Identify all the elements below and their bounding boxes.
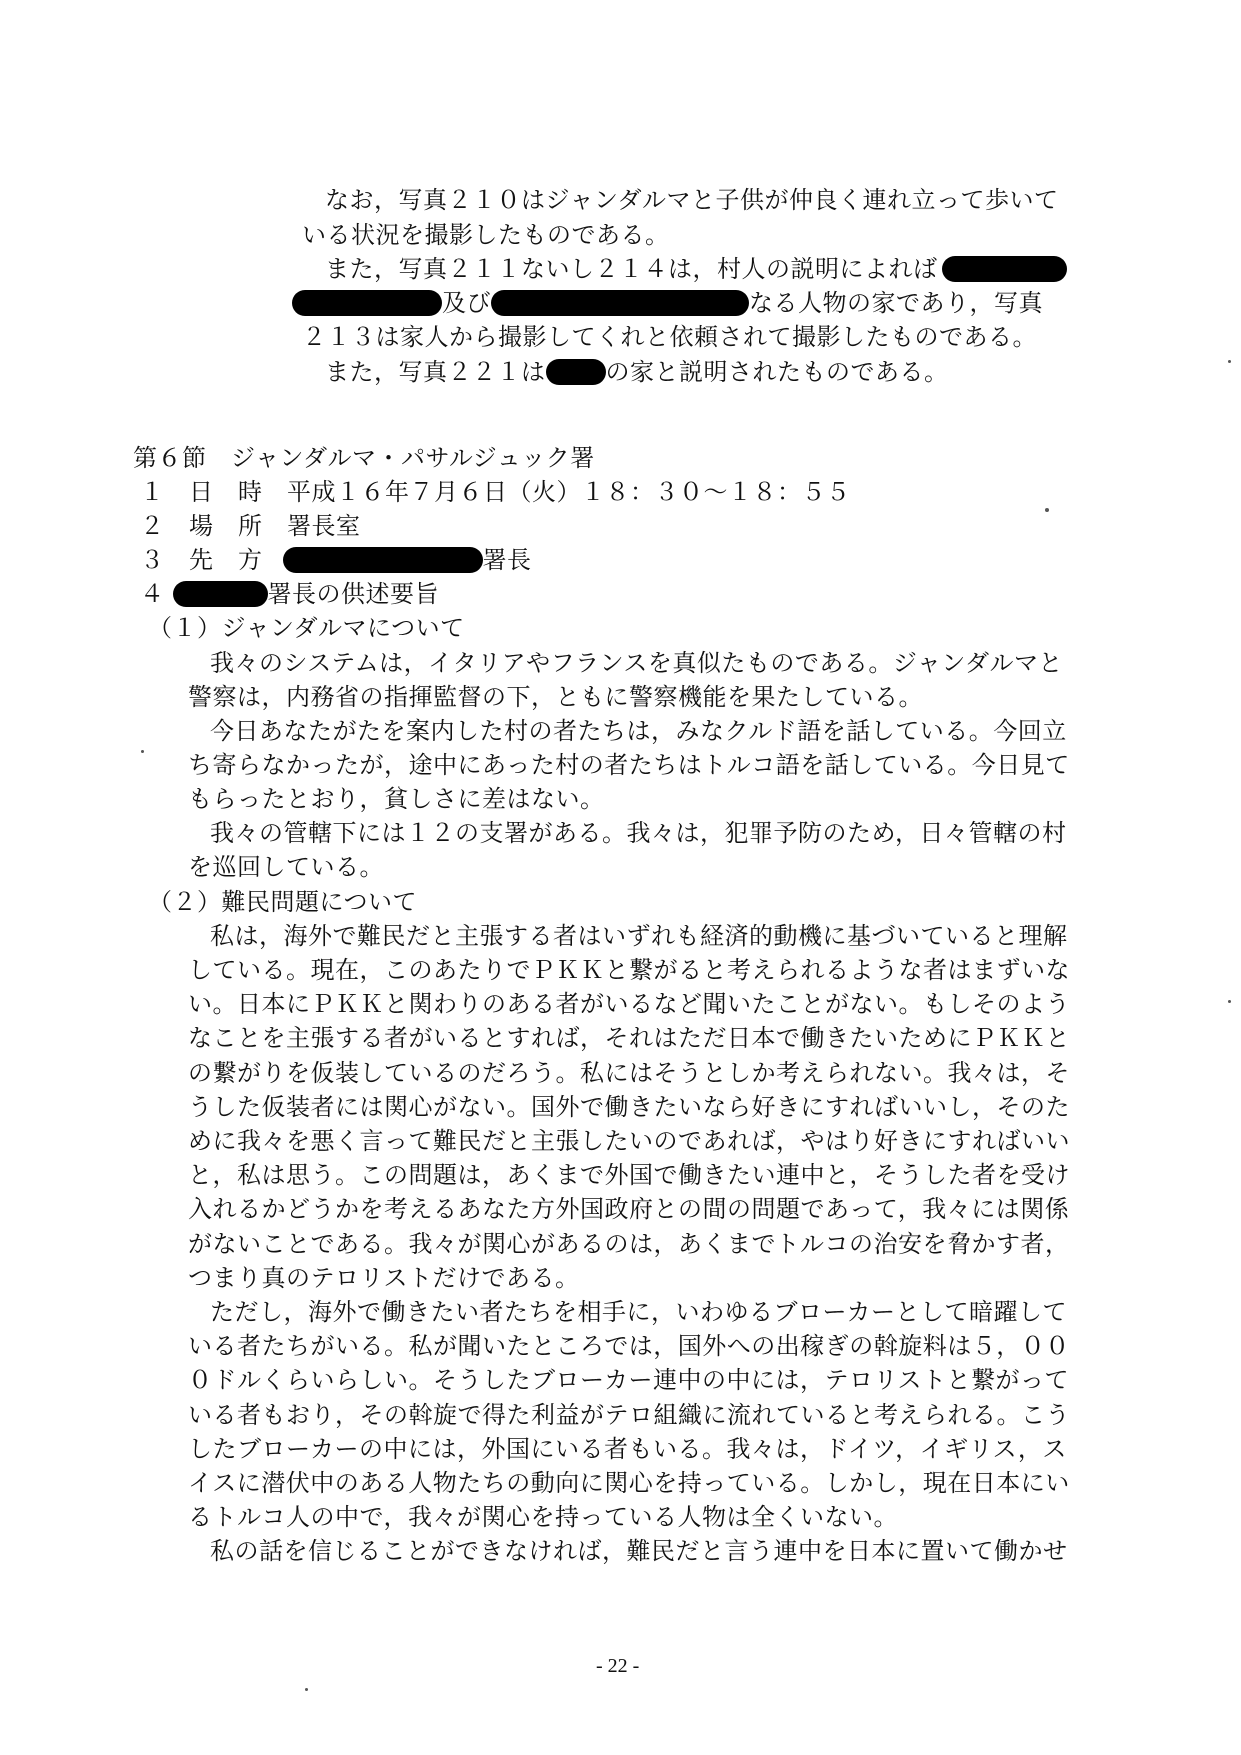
body-line: 入れるかどうかを考えるあなた方外国政府との間の問題であって，我々には関係 bbox=[188, 1195, 1070, 1223]
item-label: ３ 先 方 bbox=[140, 546, 263, 574]
body-line: がないことである。我々が関心があるのは，あくまでトルコの治安を脅かす者， bbox=[188, 1230, 1070, 1258]
redaction-bar bbox=[173, 581, 268, 607]
body-line bbox=[325, 355, 949, 389]
body-line: ０ドルくらいらしい。そうしたブローカー連中の中には，テロリストと繋がって bbox=[188, 1366, 1070, 1394]
body-line: い。日本にＰＫＫと関わりのある者がいるなど聞いたことがない。もしそのよう bbox=[188, 990, 1070, 1018]
body-line: ただし，海外で働きたい者たちを相手に，いわゆるブローカーとして暗躍して bbox=[210, 1298, 1068, 1326]
body-line: 私の話を信じることができなければ，難民だと言う連中を日本に置いて働かせ bbox=[210, 1537, 1068, 1565]
redaction-bar bbox=[546, 359, 606, 385]
redaction-bar bbox=[283, 547, 483, 573]
scan-speck bbox=[141, 750, 144, 753]
item-statement-heading bbox=[140, 577, 439, 611]
body-line: イスに潜伏中のある人物たちの動向に関心を持っている。しかし，現在日本にい bbox=[188, 1469, 1070, 1497]
item-datetime: １ 日 時 平成１６年７月６日（火）１８：３０～１８：５５ bbox=[140, 478, 851, 506]
body-line: の繋がりを仮装しているのだろう。私にはそうとしか考えられない。我々は，そ bbox=[188, 1059, 1070, 1087]
scan-speck bbox=[1228, 1000, 1231, 1003]
scan-speck bbox=[305, 1688, 308, 1691]
body-line: を巡回している。 bbox=[188, 853, 384, 881]
body-line: と，私は思う。この問題は，あくまで外国で働きたい連中と，そうした者を受け bbox=[188, 1161, 1070, 1189]
body-line: 今日あなたがたを案内した村の者たちは，みなクルド語を話している。今回立 bbox=[210, 717, 1067, 745]
body-text: また，写真２２１は bbox=[325, 358, 546, 386]
body-line: 我々のシステムは，イタリアやフランスを真似たものである。ジャンダルマと bbox=[210, 649, 1063, 677]
body-text: の家と説明されたものである。 bbox=[605, 358, 949, 386]
body-line: るトルコ人の中で，我々が関心を持っている人物は全くいない。 bbox=[188, 1503, 899, 1531]
section-heading: 第６節 ジャンダルマ・パサルジュック署 bbox=[133, 444, 595, 472]
scan-speck bbox=[1228, 360, 1231, 363]
subsection-heading: （１）ジャンダルマについて bbox=[148, 614, 465, 642]
scan-speck bbox=[1045, 508, 1049, 512]
body-line: うした仮装者には関心がない。国外で働きたいなら好きにすればいいし，そのた bbox=[188, 1093, 1070, 1121]
body-line: いる者たちがいる。私が聞いたところでは，国外への出稼ぎの斡旋料は５，００ bbox=[188, 1332, 1070, 1360]
body-line: もらったとおり，貧しさに差はない。 bbox=[188, 785, 605, 813]
body-line: している。現在，このあたりでＰＫＫと繋がると考えられるような者はまずいな bbox=[188, 956, 1070, 984]
item-text: 署長の供述要旨 bbox=[267, 580, 439, 608]
body-line: なお，写真２１０はジャンダルマと子供が仲良く連れ立って歩いて bbox=[325, 186, 1059, 214]
page-number: - 22 - bbox=[596, 1655, 640, 1677]
body-line bbox=[292, 286, 1043, 320]
body-line: つまり真のテロリストだけである。 bbox=[188, 1264, 580, 1292]
body-line: 我々の管轄下には１２の支署がある。我々は，犯罪予防のため，日々管轄の村 bbox=[210, 819, 1067, 847]
item-text: 署長 bbox=[482, 546, 532, 574]
body-line: 私は，海外で難民だと主張する者はいずれも経済的動機に基づいていると理解 bbox=[210, 922, 1068, 950]
redaction-bar bbox=[491, 290, 749, 316]
body-line: いる状況を撮影したものである。 bbox=[302, 221, 670, 249]
body-line bbox=[325, 252, 1067, 286]
redaction-bar bbox=[942, 256, 1067, 282]
body-line: いる者もおり，その斡旋で得た利益がテロ組織に流れていると考えられる。こう bbox=[188, 1401, 1070, 1429]
body-line: ２１３は家人から撮影してくれと依頼されて撮影したものである。 bbox=[302, 323, 1037, 351]
body-line: 警察は，内務省の指揮監督の下，ともに警察機能を果たしている。 bbox=[188, 683, 923, 711]
body-line: したブローカーの中には，外国にいる者もいる。我々は，ドイツ，イギリス，ス bbox=[188, 1435, 1067, 1463]
item-place: ２ 場 所 署長室 bbox=[140, 512, 361, 540]
body-text: 及び bbox=[442, 289, 491, 317]
item-label: ４ bbox=[140, 580, 165, 608]
body-text: また，写真２１１ないし２１４は，村人の説明によれば bbox=[325, 255, 938, 283]
item-counterpart bbox=[140, 543, 532, 577]
body-text: なる人物の家であり，写真 bbox=[749, 289, 1043, 317]
body-line: めに我々を悪く言って難民だと主張したいのであれば，やはり好きにすればいい bbox=[188, 1127, 1070, 1155]
subsection-heading: （２）難民問題について bbox=[148, 888, 418, 916]
redaction-bar bbox=[292, 290, 442, 316]
body-line: ち寄らなかったが，途中にあった村の者たちはトルコ語を話している。今日見て bbox=[188, 751, 1070, 779]
body-line: なことを主張する者がいるとすれば，それはただ日本で働きたいためにＰＫＫと bbox=[188, 1024, 1070, 1052]
